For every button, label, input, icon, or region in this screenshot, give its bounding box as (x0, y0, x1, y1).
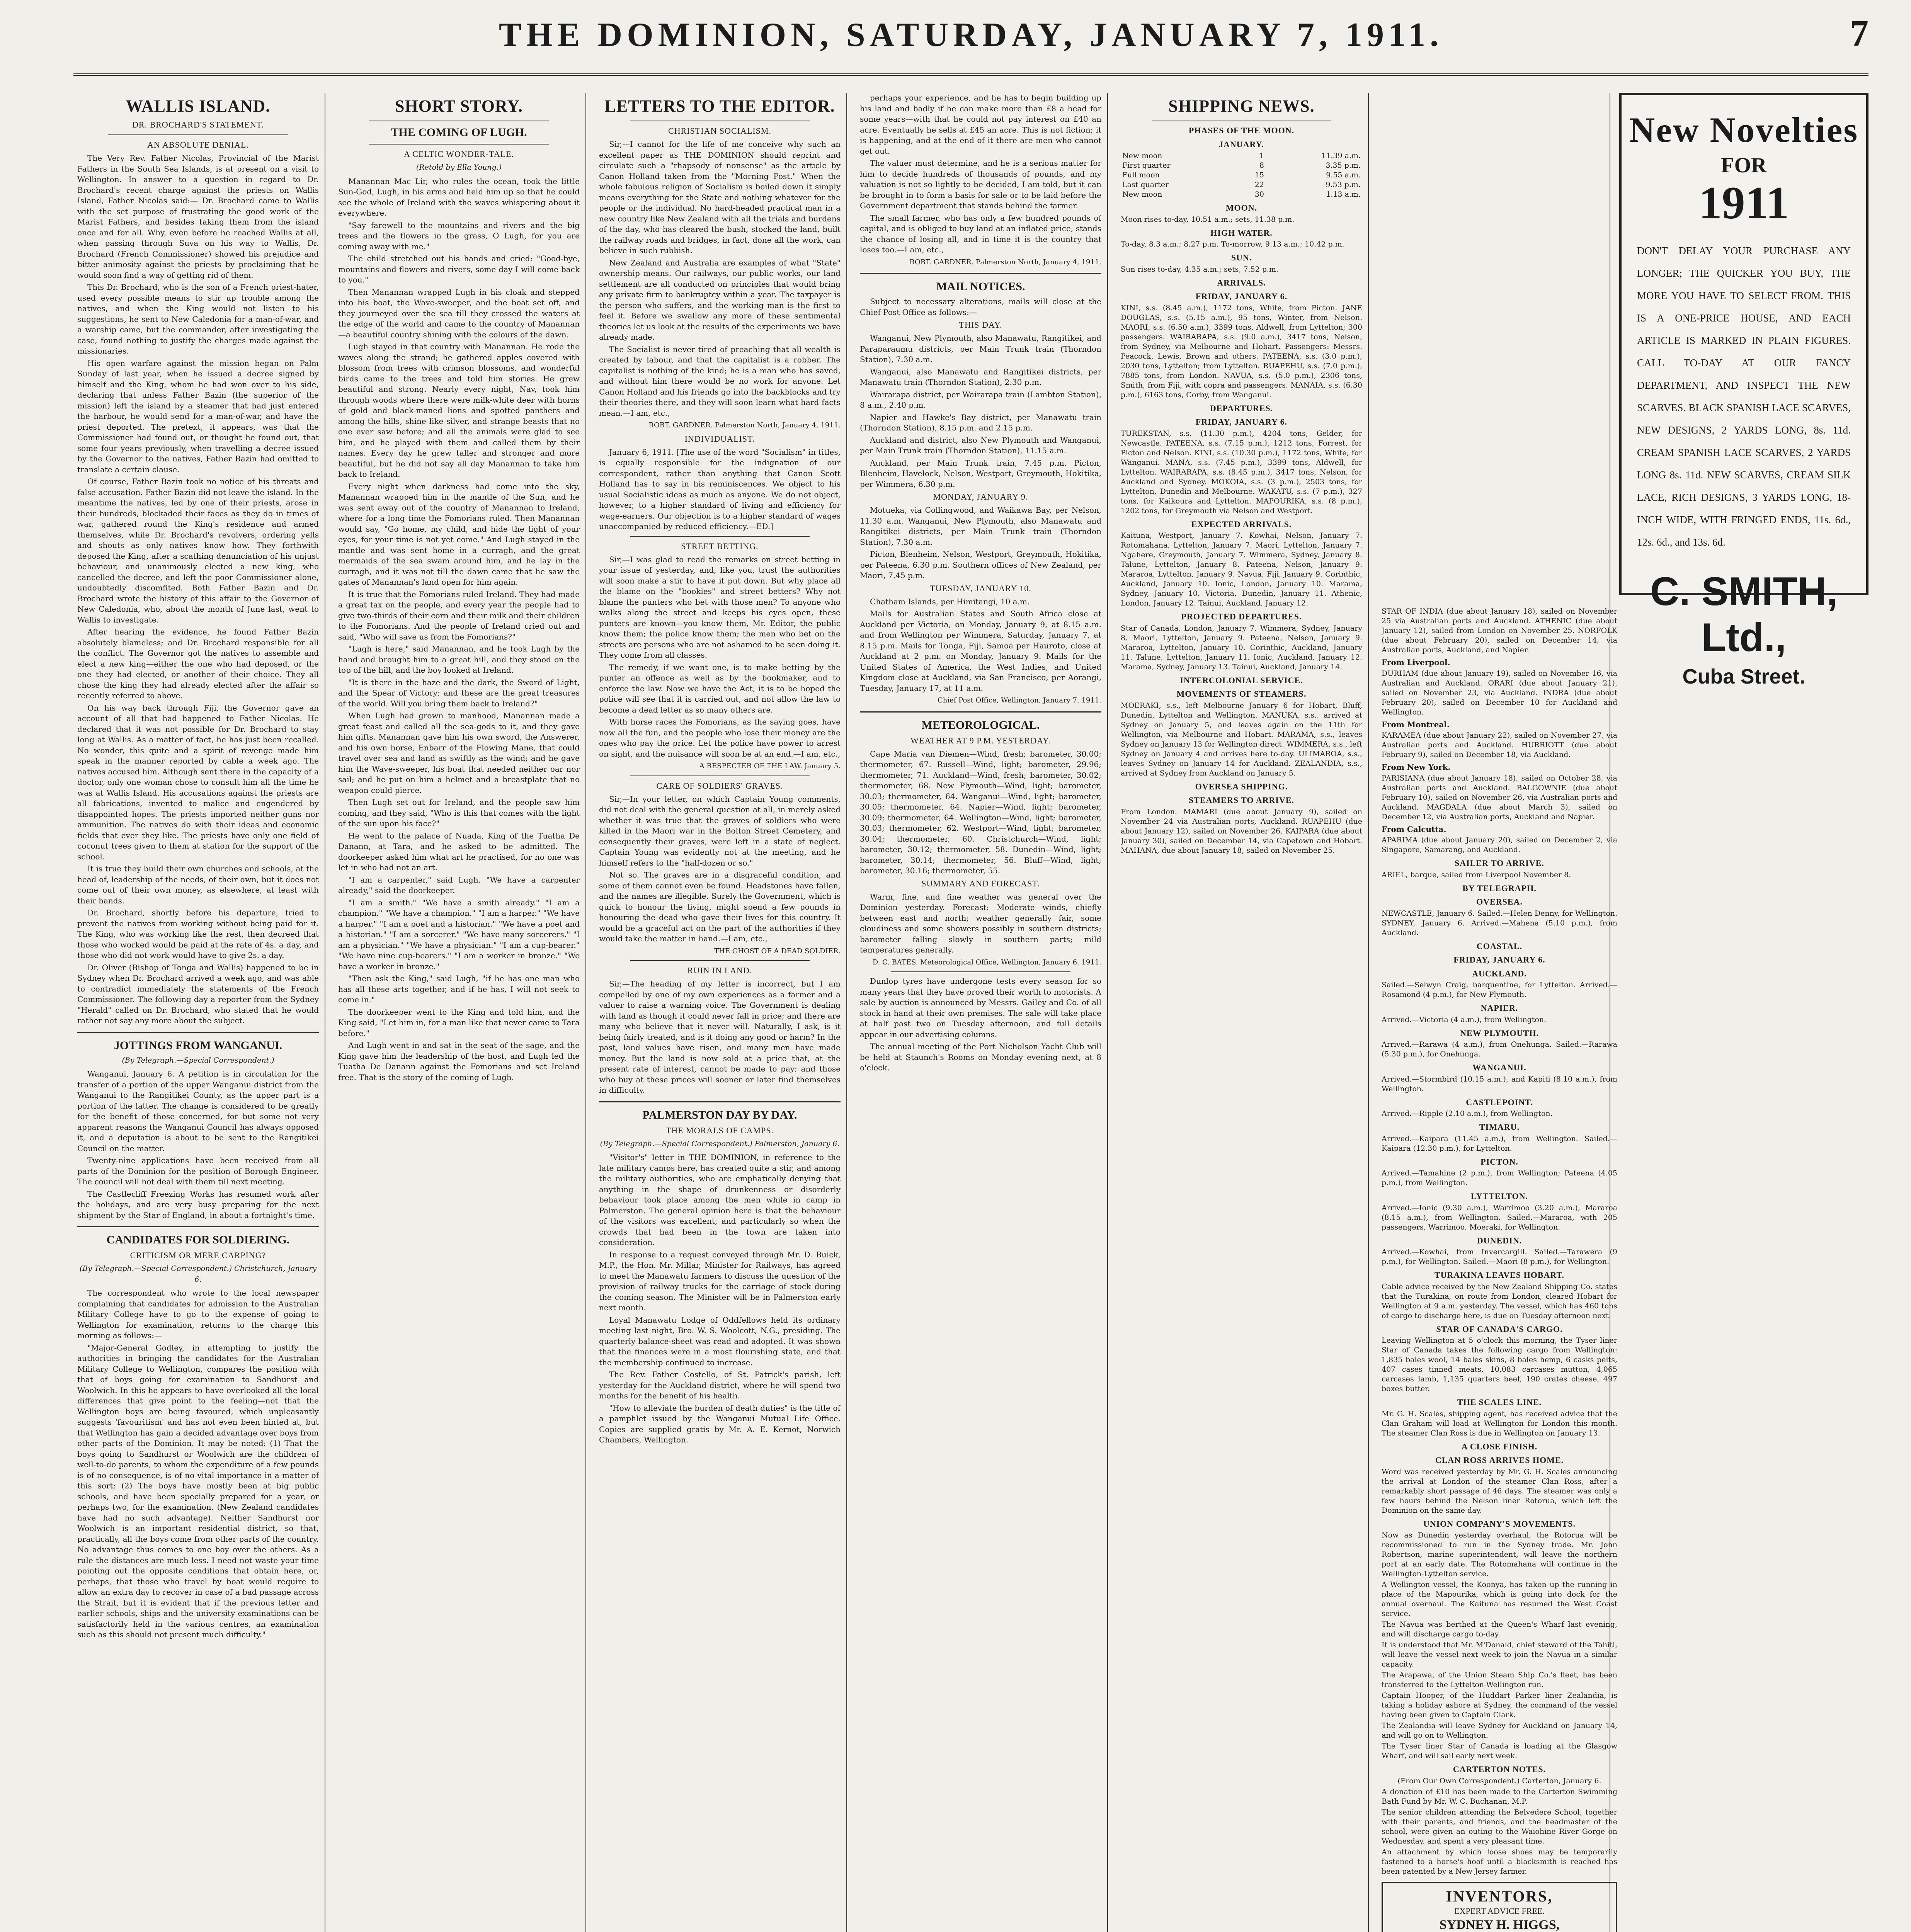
shipping-text: Arrived.—Rarawa (4 a.m.), from Onehunga. Sailed.—Rarawa (5.30 p.m.), for Onehunga. (1382, 1040, 1617, 1058)
shipping-text: A Wellington vessel, the Koonya, has taken up the running in place of the Mapourika, which is going into dock for the annual overhaul. The Kaituna has resumed the West Coast service. (1382, 1580, 1617, 1618)
article-paragraph: The Castlecliff Freezing Works has resumed work after the holidays, and are very busy preparing for the next shipment by the Star of England, in about a fortnight's time. (77, 1189, 319, 1220)
notice-paragraph: Picton, Blenheim, Nelson, Westport, Greymouth, Hokitika, per Pateena, 6.30 p.m. Southern offices of New Zealand, per Maori, 7.45 p.m. (860, 549, 1101, 580)
notice-signature: Chief Post Office, Wellington, January 7, 1911. (937, 696, 1101, 704)
article-paragraph: "Major-General Godley, in attempting to justify the authorities in bringing the candidates for the Australian Military College to Wellington, compares the position with that of boys going for examination to Sandhurst and Woolwich. In this he appears to have overlooked all the local differences that give point to the feeling—not that the Wellington boys are being favoured, which unpleasantly suggests 'favouritism' and has not even been hinted at, but that Wellington has gain a decided advantage over boys from other parts of the Dominion. It may be noted: (1) That the boys going to Sandhurst or Woolwich are the children of well-to-do parents, to whom the expenditure of a few pounds is of no consequence, is of no vital importance in a matter of this sort; (2) The boys have mostly been at big public schools, and have been specially prepared for a year, or perhaps two, for the examination. (New Zealand candidates have had no such advantage). Neither Sandhurst nor Woolwich is an important residential district, so that, practically, all the boys come from other parts of the country. No advantage thus comes to one boy over the others. As a rule the distances are much less. I need not waste your time pointing out the opposite conditions that obtain here, or, perhaps, that those who travel by boat would require to allow an extra day to recover in case of a bad passage across the Strait, but it is evident that if the previous letter and earlier schools, ships and the university examinations can be satisfactorily held in the various centres, an examination such as this should not present much difficulty." (77, 1343, 319, 1639)
story-paragraph: "Then ask the King," said Lugh, "if he has one man who has all these arts together, and if he has, I will not seek to come in." (338, 974, 580, 1004)
moon-phase-row (1121, 170, 1362, 180)
story-paragraph: Manannan Mac Lir, who rules the ocean, took the little Sun-God, Lugh, in his arms and held him up so that he could see the whole of Ireland with the waves whispering about it everywhere. (338, 176, 580, 218)
article-paragraph: In response to a request conveyed through Mr. D. Buick, M.P., the Hon. Mr. Millar, Minister for Railways, has agreed to meet the Manawatu farmers to discuss the question of the provision of railway trucks for the carriage of stock during the coming season. The Minister will be in Palmerston early next month. (599, 1250, 841, 1312)
moon-phase-cell: 9.53 p.m. (1326, 180, 1361, 189)
moon-phase-cell: Last quarter (1122, 180, 1169, 189)
letter-paragraph: The valuer must determine, and he is a serious matter for him to decide hundreds of thousands of pounds, and my valuation is not so lightly to be decided, I am told, but it can be brought in to form a basis for sale or to be laid before the Government department that stands behind the farmer. (860, 158, 1101, 210)
column-rule (1107, 93, 1108, 1932)
column-5-shipping (1121, 93, 1362, 1932)
section-title: STEAMERS TO ARRIVE. (1188, 795, 1295, 805)
section-title: THE SCALES LINE. (1457, 1397, 1542, 1407)
section-title: HIGH WATER. (1210, 228, 1273, 238)
shipping-text: DURHAM (due about January 19), sailed on November 16, via Australian and Auckland. ORARI (due about January 21), sailed on November 23, via Auckland. INDRA (due about February 20), sailed on December 10 for Auckland and Wellington. (1382, 669, 1617, 716)
port-name: NAPIER. (1480, 1003, 1518, 1013)
article-paragraph: Twenty-nine applications have been received from all parts of the Dominion for the position of Borough Engineer. The council will not deal with them till next meeting. (77, 1156, 319, 1186)
weather-paragraph: Warm, fine, and fine weather was general over the Dominion yesterday. Forecast: Moderate winds, chiefly between east and north; weather generally fair, some cloudiness and some showers possibly in southern districts; barometer falling slowly in southern parts; mild temperatures generally. (860, 892, 1101, 954)
port-name: AUCKLAND. (1472, 968, 1527, 978)
byline: (From Our Own Correspondent.) Carterton, January 6. (1397, 1776, 1601, 1785)
shipping-text: Arrived.—Ionic (9.30 a.m.), Warrimoo (3.20 a.m.), Mararoa (8.15 a.m.), from Wellington. Sailed.—Mararoa, with 205 passengers, Warrimoo, Moeraki, for Wellington. (1382, 1203, 1617, 1231)
section-title: BY TELEGRAPH. (1462, 883, 1537, 893)
moon-phase-cell: 3.35 p.m. (1326, 161, 1361, 170)
port-name: TIMARU. (1479, 1122, 1520, 1132)
story-paragraph: Lugh stayed in that country with Manannan. He rode the waves along the strand; he gathered apples covered with blossom from trees with crimson blossoms, and wonderful birds came to the trees and told him stories. He grew beautiful and strong. Nearly every night, Nav, took him through woods where there were milk-white deer with horns of gold and black-maned lions and spotted panthers and among the hills, shine like silver, and strange beasts that no one ever saw before; and all the animals were glad to see him, and he played with them and called them by their names. Every day he grew taller and stronger and more beautiful, but he did not say all day Manannan to take him back to Ireland. (338, 342, 580, 479)
letter-signature: A RESPECTER OF THE LAW. January 5. (699, 762, 841, 770)
ad-headline: 1911 (1698, 177, 1789, 228)
section-date: FRIDAY, JANUARY 6. (1195, 291, 1288, 301)
shipping-text: ARIEL, barque, sailed from Liverpool November 8. (1382, 870, 1571, 879)
shipping-text: Leaving Wellington at 5 o'clock this morning, the Tyser liner Star of Canada takes the following cargo from Wellington: 1,835 bales wool, 14 bales skins, 8 bales hemp, 6 casks pelts, 407 cases tinned meats, 10,083 carcases mutton, 4,065 carcases lamb, 1,135 quarters beef, 190 crates cheese, 497 boxes butter. (1382, 1336, 1617, 1393)
byline: (Retold by Ella Young.) (416, 163, 502, 172)
subheadline: CARE OF SOLDIERS' GRAVES. (656, 781, 783, 791)
headline-jottings-wanganui: JOTTINGS FROM WANGANUI. (114, 1039, 282, 1052)
article-paragraph: Of course, Father Bazin took no notice of his threats and false accusation. Father Bazin did not leave the island. In the meantime the natives, led by one of their priests, arose in their hundreds, blockaded their faces as they do in times of war, gathered round the King's residence and armed themselves, while Dr. Brochard's revolvers, ordering yells and shouts as only natives know how. They forthwith deposed the King, after a scathing denunciation of his unjust behaviour, and unanimously elected a new king, who cancelled the decree, and left the poor Commissioner alone, undoubtedly discomfited. Both Father Bazin and Dr. Brochard wrote the history of this affair to the Governor of New Caledonia, who, about the month of June last, went to Wallis to investigate. (77, 477, 319, 624)
ad-body: DON'T DELAY YOUR PURCHASE ANY LONGER; THE QUICKER YOU BUY, THE MORE YOU HAVE TO SELECT FROM. THIS IS A ONE-PRICE HOUSE, AND EACH ARTICLE IS MARKED IN PLAIN FIGURES. CALL TO-DAY AT OUR FANCY DEPARTMENT, AND INSPECT THE NEW SCARVES. BLACK SPANISH LACE SCARVES, NEW DESIGNS, 2 YARDS LONG, 8s. 11d. CREAM SPANISH LACE SCARVES, 2 YARDS LONG 8s. 11d. NEW SCARVES, CREAM SILK LACE, RICH DESIGNS, 3 YARDS LONG, 18-INCH WIDE, WITH FRINGED ENDS, 11s. 6d., 12s. 6d., and 13s. 6d. (1637, 245, 1851, 548)
section-title: OVERSEA SHIPPING. (1195, 781, 1288, 791)
port-name: LYTTELTON. (1471, 1191, 1528, 1201)
story-paragraph: Then Lugh set out for Ireland, and the people saw him coming, and they said, "Who is this that comes with the light of the sun upon his face?" (338, 798, 580, 828)
notice-paragraph: Auckland, per Main Trunk train, 7.45 p.m. Picton, Blenheim, Havelock, Nelson, Westport, Greymouth, Hokitika, per Wimmera, 6.30 p.m. (860, 458, 1101, 489)
headline-wallis-island: WALLIS ISLAND. (126, 97, 271, 116)
column-4 (860, 93, 1101, 1932)
moon-phase-row (1121, 151, 1362, 161)
section-date: FRIDAY, JANUARY 6. (1453, 955, 1545, 964)
story-paragraph: "I am a smith." "We have a smith already." "I am a champion." "We have a champion." "I am a harper." "We have a harper." "I am a poet and a historian." "We have a poet and a historian." "I am a sorcerer." "We have many sorcerers." "I am a physician." "We have a physician." "I am a cup-bearer." "We have nine cup-bearers." "I am a worker in bronze." "We have a worker in bronze." (338, 898, 580, 971)
ad-text: EXPERT ADVICE FREE. (1454, 1906, 1545, 1916)
article-paragraph: The annual meeting of the Port Nicholson Yacht Club will be held at Staunch's Rooms on Monday evening next, at 8 o'clock. (860, 1042, 1101, 1072)
moon-phase-cell: New moon (1122, 151, 1162, 160)
shipping-text: KARAMEA (due about January 22), sailed on November 27, via Australian ports and Auckland. HURRIOTT (due about February 9), sailed on December 18, via Auckland. (1382, 731, 1617, 759)
story-paragraph: "Say farewell to the mountains and rivers and the big trees and the flowers in the grass, O Lugh, for you are coming away with me." (338, 220, 580, 251)
article-paragraph: The Very Rev. Father Nicolas, Provincial of the Marist Fathers in the South Sea Islands, is at present on a visit to Wellington. In answer to a question in regard to Dr. Brochard's recent charge against the priests on Wallis Island, Father Nicolas said:— Dr. Brochard came to Wallis with the set purpose of frustrating the good work of the Marist Fathers, and besides taking them from the island once and for all. Why, even before he reached Wallis at all, when passing through Suva on his way to Wallis, Dr. Brochard (French Commissioner) showed his prejudice and bitter animosity against the priests by proclaiming that he would soon find a way of getting rid of them. (77, 153, 319, 280)
notice-paragraph: Motueka, via Collingwood, and Waikawa Bay, per Nelson, 11.30 a.m. Wanganui, New Plymouth, also Manawatu and Rangitikei districts, per Main Trunk train (Thorndon Station), 7.30 a.m. (860, 505, 1101, 547)
story-paragraph: The child stretched out his hands and cried: "Good-bye, mountains and flowers and rivers, some day I will come back to you." (338, 254, 580, 284)
section-title: COASTAL. (1476, 941, 1523, 951)
article-paragraph: It is true they build their own churches and schools, at the head of, leadership of the needs, of their own, but it does not come out of their own money, as elsewhere, at least with their hands. (77, 864, 319, 905)
port-name: DUNEDIN. (1477, 1235, 1522, 1245)
shipping-text: Mr. G. H. Scales, shipping agent, has received advice that the Clan Graham will load at Wellington for London this month. The steamer Clan Ross is due in Wellington on January 13. (1382, 1409, 1617, 1437)
shipping-text: Captain Hooper, of the Huddart Parker liner Zealandia, is taking a holiday ashore at Sydney, the command of the vessel having been given to Captain Clark. (1382, 1691, 1617, 1719)
section-label: From Montreal. (1382, 719, 1450, 729)
subheadline: A CELTIC WONDER-TALE. (403, 149, 514, 159)
ad-firm-name: C. SMITH, Ltd., (1650, 569, 1838, 660)
subheadline: MONDAY, JANUARY 9. (933, 492, 1028, 502)
story-title: THE COMING OF LUGH. (391, 126, 527, 139)
moon-phase-cell: 11.39 a.m. (1321, 151, 1361, 160)
column-3 (599, 93, 841, 1932)
letter-paragraph: Sir,—I was glad to read the remarks on street betting in your issue of yesterday, and, like you, trust the authorities will soon make a stir to have it put down. But why place all the blame on the "bookies" and street betters? Why not blame the punters who bet with those men? To anyone who walks along the street and keeps his eyes open, these punters are known—you know them, Mr. Editor, the public know them; the police know them; the men who bet on the streets are persons who are not ashamed to be seen doing it. They come from all classes. (599, 554, 841, 660)
ad-headline: INVENTORS, (1446, 1887, 1553, 1905)
story-paragraph: He went to the palace of Nuada, King of the Tuatha De Danann, at Tara, and he asked to be admitted. The doorkeeper asked him what art he practised, for no one was let in who had not an art. (338, 831, 580, 872)
headline-meteorological: METEOROLOGICAL. (921, 718, 1040, 731)
masthead (73, 0, 1868, 76)
weather-signature: D. C. BATES. Meteorological Office, Wellington, January 6, 1911. (872, 958, 1101, 966)
moon-phase-row (1121, 190, 1362, 199)
port-name: NEW PLYMOUTH. (1460, 1028, 1539, 1038)
shipping-text: Cable advice received by the New Zealand Shipping Co. states that the Turakina, on route from London, cleared Hobart for Wellington at 9 a.m. yesterday. The vessel, which has 460 tons of cargo to discharge here, is due on Tuesday afternoon next. (1382, 1282, 1617, 1320)
letter-paragraph: New Zealand and Australia are examples of what "State" ownership means. Our railways, our public works, our land settlement are all conducted on principles that would bring any private firm to bankruptcy within a year. The taxpayer is the person who suffers, and the working man is the first to feel it. Before we swallow any more of these sentimental theories let us look at the results of the experiments we have already made. (599, 258, 841, 342)
article-paragraph: Dr. Oliver (Bishop of Tonga and Wallis) happened to be in Sydney when Dr. Brochard arrived a week ago, and was able to contradict immediately the statements of the French Commissioner. The following day a reporter from the Sydney "Herald" called on Dr. Brochard, who stated that he would rather not say any more about the subject. (77, 963, 319, 1025)
column-rule (585, 93, 586, 1932)
page-number: 7 (1850, 12, 1868, 54)
section-title: PROJECTED DEPARTURES. (1181, 612, 1302, 621)
section-title: UNION COMPANY'S MOVEMENTS. (1423, 1519, 1576, 1529)
column-1 (77, 93, 319, 1932)
shipping-text: KINI, s.s. (8.45 a.m.), 1172 tons, White, from Picton. JANE DOUGLAS, s.s. (5.15 a.m.), 95 tons, Winter, from Nelson. MAORI, s.s. (6.50 a.m.), 3399 tons, Aldwell, from Lyttelton; 300 passengers. WAIRARAPA, s.s. (9.0 a.m.), 3417 tons, Nelson, from Sydney, via Melbourne and Hobart. Passengers: Messrs. Peacock, Lewis, Brown and others. PATEENA, s.s. (3.0 p.m.), 2030 tons, Lyttelton; from Lyttelton. RUAPEHU, s.s. (7.0 p.m.), 7885 tons, from London. NAVUA, s.s. (5.0 p.m.), 2306 tons, Smith, from Fiji, with copra and passengers. MANAIA, s.s. (6.30 p.m.), 6163 tons, Corby, from Wanganui. (1121, 303, 1362, 399)
notice-paragraph: Wanganui, also Manawatu and Rangitikei districts, per Manawatu train (Thorndon Station), 2.30 p.m. (860, 367, 1101, 387)
notice-paragraph: Mails for Australian States and South Africa close at Auckland per Victoria, on Monday, January 9, at 8.15 a.m. and from Wellington per Wimmera, Saturday, January 7, at 8.15 p.m. Mails for Tonga, Fiji, Samoa per Hauroto, close at Auckland at 2 p.m. on Monday, January 9. Mails for the United States of America, the West Indies, and United Kingdom close at Auckland, via San Francisco, per Aorangi, Tuesday, January 17, at 11 a.m. (860, 609, 1101, 693)
article-paragraph: The correspondent who wrote to the local newspaper complaining that candidates for admission to the Australian Military College have to go to the expense of going to Wellington for examination, returns to the charge this morning as follows:— (77, 1288, 319, 1340)
notice-paragraph: Subject to necessary alterations, mails will close at the Chief Post Office as follows:— (860, 297, 1101, 317)
shipping-text: Arrived.—Stormbird (10.15 a.m.), and Kapiti (8.10 a.m.), from Wellington. (1382, 1075, 1617, 1093)
story-paragraph: The doorkeeper went to the King and told him, and the King said, "Let him in, for a man like that never came to Tara before." (338, 1007, 580, 1038)
section-title: EXPECTED ARRIVALS. (1191, 519, 1292, 529)
shipping-text: Now as Dunedin yesterday overhaul, the Rotorua will be recommissioned to run in the Sydney trade. Mr. John Robertson, marine superintendent, will leave the northern port at an early date. The Rotomahana will continue in the Wellington-Lyttelton service. (1382, 1531, 1617, 1578)
subheadline: THE MORALS OF CAMPS. (665, 1125, 774, 1135)
letter-paragraph: January 6, 1911. [The use of the word "Socialism" in titles, is equally responsible for the indignation of our correspondent, rather than anything that Canon Scott Holland has to say in his reminiscences. We object to his usual Socialistic ideas as much as anyone. We do not object, however, to a higher standard of living and efficiency for wage-earners. Our objection is to a higher standard of wages unaccompanied by reduced efficiency.—ED.] (599, 447, 841, 531)
moon-phase-cell: 22 (1254, 180, 1264, 189)
moon-phase-cell: New moon (1122, 190, 1162, 199)
notice-paragraph: Wairarapa district, per Wairarapa train (Lambton Station), 8 a.m., 2.40 p.m. (860, 389, 1101, 410)
ad-headline: New Novelties (1629, 110, 1859, 150)
shipping-text: MOERAKI, s.s., left Melbourne January 6 for Hobart, Bluff, Dunedin, Lyttelton and Wellington. MANUKA, s.s., arrived at Sydney on January 5, and leaves again on the 11th for Wellington, via Melbourne and Hobart. MARAMA, s.s., leaves Sydney on January 13 for Wellington direct. WIMMERA, s.s., left Sydney on January 4 and arrives here to-day. ULIMAROA, s.s., leaves Sydney on January 14 for Auckland. ZEALANDIA, s.s., arrived at Sydney from Auckland on January 5. (1121, 701, 1362, 777)
moon-phase-row (1121, 161, 1362, 170)
moon-phase-cell: 15 (1254, 171, 1264, 179)
letter-signature: ROBT. GARDNER. Palmerston North, January 4, 1911. (909, 258, 1101, 266)
ad-firm-name: SYDNEY H. HIGGS, (1439, 1917, 1560, 1932)
shipping-text: Arrived.—Kaipara (11.45 a.m.), from Wellington. Sailed.—Kaipara (12.30 p.m.), for Lyttelton. (1382, 1134, 1617, 1153)
moon-phase-cell: Full moon (1122, 171, 1160, 179)
headline-short-story: SHORT STORY. (395, 97, 523, 116)
ad-headline: FOR (1721, 153, 1767, 177)
story-paragraph: It is true that the Fomorians ruled Ireland. They had made a great tax on the people, and every year the people had to give two-thirds of their corn and their milk and their children to the Fomorians. And the people of Ireland cried out and said, "Who will save us from the Fomorians?" (338, 589, 580, 641)
shipping-text: Moon rises to-day, 10.51 a.m.; sets, 11.38 p.m. (1121, 215, 1295, 224)
column-6-shipping-continued (1382, 607, 1868, 1932)
section-title: OVERSEA. (1476, 897, 1523, 906)
story-paragraph: "Lugh is here," said Manannan, and he took Lugh by the hand and brought him to a great hill, and they stood on the top of the hill, and the boy looked at Ireland. (338, 644, 580, 675)
shipping-text: Arrived.—Tamahine (2 p.m.), from Wellington; Pateena (4.05 p.m.), from Wellington. (1382, 1169, 1617, 1187)
column-rule (846, 93, 847, 1932)
letter-paragraph: With horse races the Fomorians, as the saying goes, have now all the fun, and the people who lose their money are the ones who pay the price. Let the police have power to arrest on sight, and the nuisance will soon be at an end.—I am, etc., (599, 717, 841, 759)
section-title: PHASES OF THE MOON. (1188, 126, 1295, 135)
letter-signature: ROBT. GARDNER. Palmerston North, January 4, 1911. (648, 421, 841, 429)
shipping-text: Arrived.—Kowhai, from Invercargill. Sailed.—Tarawera (9 p.m.), for Wellington. Sailed.—Maori (8 p.m.), for Wellington. (1382, 1248, 1617, 1266)
subheadline: INDIVIDUALIST. (684, 434, 755, 444)
shipping-text: NEWCASTLE, January 6. Sailed.—Helen Denny, for Wellington. SYDNEY, January 6. Arrived.—Mahena (5.10 p.m.), from Auckland. (1382, 909, 1617, 937)
letter-paragraph: The small farmer, who has only a few hundred pounds of capital, and is obliged to buy land at an inflated price, stands the chance of losing all, and in time it is the country that loses too.—I am, etc., (860, 213, 1101, 254)
shipping-text: A donation of £10 has been made to the Carterton Swimming Bath Fund by Mr. W. C. Buchanan, M.P. (1382, 1787, 1617, 1806)
article-paragraph: Wanganui, January 6. A petition is in circulation for the transfer of a portion of the upper Wanganui district from the Wanganui to the Rangitikei County, as the upper part is a portion of the latter. The change is considered to be greatly for the benefit of those concerned, for but some not very apparent reasons the Wanganui Council has always opposed it, and a deputation is about to be sent to the Rangitikei Council on the matter. (77, 1069, 319, 1153)
subheadline: CHRISTIAN SOCIALISM. (668, 126, 771, 136)
letter-paragraph: perhaps your experience, and he has to begin building up his land and badly if he can make more than £8 a head for some years—with that he could not pay interest on £40 an acre. Eventually he sells at £45 an acre. This is not fiction; it is happening, and at the end of it there are men who cannot get out. (860, 93, 1101, 156)
article-paragraph: This Dr. Brochard, who is the son of a French priest-hater, used every possible means to stir up trouble among the natives, and when the King would not listen to his suggestions, he sent to New Caledonia for a man-of-war, and a warship came, but the commander, after investigating the case, found nothing to justify the charges made against the missionaries. (77, 282, 319, 355)
notice-paragraph: Wanganui, New Plymouth, also Manawatu, Rangitikei, and Paraparaumu districts, per Main Trunk train (Thorndon Station), 7.30 a.m. (860, 333, 1101, 364)
story-paragraph: Then Manannan wrapped Lugh in his cloak and stepped into his boat, the Wave-sweeper, and the boat set off, and they journeyed over the sea till they crossed the waters at the edge of the world and came to the country of Manannan—a beautiful country shining with the colours of the dawn. (338, 287, 580, 339)
headline-candidates-soldiering: CANDIDATES FOR SOLDIERING. (106, 1233, 290, 1246)
section-label: From Liverpool. (1382, 658, 1450, 667)
section-title: A CLOSE FINISH. (1461, 1441, 1538, 1451)
headline-palmerston: PALMERSTON DAY BY DAY. (642, 1108, 797, 1121)
subheadline: SUMMARY AND FORECAST. (921, 878, 1040, 888)
article-paragraph: "How to alleviate the burden of death duties" is the title of a pamphlet issued by the Wanganui Mutual Life Office. Copies are supplied gratis by Mr. A. E. Kernot, Norwich Chambers, Wellington. (599, 1403, 841, 1444)
port-name: CASTLEPOINT. (1466, 1097, 1533, 1107)
moon-phase-cell: 30 (1254, 190, 1264, 199)
shipping-text: The Zealandia will leave Sydney for Auckland on January 14, and will go on to Wellington. (1382, 1721, 1617, 1740)
letter-paragraph: Not so. The graves are in a disgraceful condition, and some of them cannot even be found. Headstones have fallen, and the names are illegible. Surely the Government, which is quick to honour the living, might spend a few pounds in honouring the dead who gave their lives for this country. It would be a graceful act on the part of the authorities if they would take the matter in hand.—I am, etc., (599, 870, 841, 943)
shipping-text: To-day, 8.3 a.m.; 8.27 p.m. To-morrow, 9.13 a.m.; 10.42 p.m. (1121, 240, 1344, 248)
weather-paragraph: Cape Maria van Diemen—Wind, fresh; barometer, 30.00; thermometer, 67. Russell—Wind, light; barometer, 29.96; thermometer, 71. Auckland—Wind, fresh; barometer, 30.02; thermometer, 68. New Plymouth—Wind, light; barometer, 30.03; thermometer, 64. Wanganui—Wind, light; barometer, 30.05; thermometer, 64. Napier—Wind, light; barometer, 30.09; thermometer, 64. Wellington—Wind, light; barometer, 30.03; thermometer, 62. Westport—Wind, light; barometer, 30.04; thermometer, 60. Christchurch—Wind, light; barometer, 30.12; thermometer, 58. Dunedin—Wind, light; barometer, 30.14; thermometer, 56. Bluff—Wind, light; barometer, 30.16; thermometer, 55. (860, 749, 1101, 875)
subheadline: CRITICISM OR MERE CARPING? (130, 1250, 266, 1260)
section-title: ARRIVALS. (1217, 277, 1266, 287)
subheadline: TUESDAY, JANUARY 10. (930, 583, 1031, 593)
moon-phase-cell: 1 (1259, 151, 1264, 160)
section-title: DEPARTURES. (1210, 403, 1273, 413)
moon-phase-cell: First quarter (1122, 161, 1171, 170)
shipping-text: TUREKSTAN, s.s. (11.30 p.m.), 4204 tons, Gelder, for Newcastle. PATEENA, s.s. (7.15 p.m.), 1212 tons, Forrest, for Picton and Nelson. KINI, s.s. (10.30 p.m.), 1172 tons, White, for Wanganui. MANA, s.s. (7.45 p.m.), 3399 tons, Aldwell, for Lyttelton. WAIRARAPA, s.s. (8.45 p.m.), 3417 tons, Nelson, for Auckland and Sydney. MOKOIA, s.s. (3 p.m.), 2503 tons, for Lyttelton, Dunedin and Melbourne. WAKATU, s.s. (7 p.m.), 327 tons, for Kaikoura and Lyttelton. MAPOURIKA, s.s. (8 p.m.), 1202 tons, for Greymouth via Nelson and Westport. (1121, 429, 1362, 515)
notice-paragraph: Napier and Hawke's Bay district, per Manawatu train (Thorndon Station), 8.15 p.m. and 2.15 p.m. (860, 412, 1101, 432)
subheadline: AN ABSOLUTE DENIAL. (147, 140, 249, 150)
subheadline: THIS DAY. (959, 320, 1002, 330)
shipping-text: The Navua was berthed at the Queen's Wharf last evening, and will discharge cargo to-day. (1382, 1620, 1617, 1638)
subheadline: RUIN IN LAND. (687, 966, 752, 975)
shipping-text: From London. MAMARI (due about January 9), sailed on November 24 via Australian ports, Auckland. RUAPEHU (due about January 12), sailed on November 26. KAIPARA (due about January 30), sailed on December 14, via Capetown and Hobart. MAHANA, due about January 18, sailed on November 25. (1121, 807, 1362, 855)
shipping-text: Arrived.—Ripple (2.10 a.m.), from Wellington. (1382, 1109, 1553, 1118)
letter-paragraph: The remedy, if we want one, is to make betting by the punter an offence as well as by the bookmaker, and to enforce the law. Now we have the Act, it is to be hoped the police will see that it is carried out, and not allow the law to become a dead letter as so many others are. (599, 662, 841, 714)
section-title: TURAKINA LEAVES HOBART. (1434, 1270, 1565, 1280)
story-paragraph: Every night when darkness had come into the sky, Manannan wrapped him in the mantle of the Sun, and he was sent away out of the country of Manannan to Ireland, where for a long time the Fomorians ruled. Then Manannan would say, "Go home, my child, and hide the light of your eyes, for your time is not yet come." And Lugh stayed in the mantle and was sent home in a curragh, and the great mermaids of the sea swam around him, and he lay in the curragh, and it was not till the dawn came that he saw the gates of Manannan's land open for him again. (338, 481, 580, 587)
section-title: INTERCOLONIAL SERVICE. (1180, 675, 1303, 685)
story-paragraph: When Lugh had grown to manhood, Manannan made a great feast and called all the sea-gods to it, and they gave him gifts. Manannan gave him his own sword, the Answerer, and his own horse, Enbarr of the Flowing Mane, that could travel over sea and land as swiftly as the wind; and he gave him the Wave-sweeper, his boat that needed neither oar nor sail; and he put on him a helmet and a breastplate that no weapon could pierce. (338, 711, 580, 795)
shipping-text: PARISIANA (due about January 18), sailed on October 28, via Australian ports and Auckland. BALGOWNIE (due about February 10), sailed on November 26, via Australian ports and Auckland. MAGDALA (due about March 3), sailed on December 12, via Australian ports, Auckland and Napier. (1382, 774, 1617, 821)
headline-shipping-news: SHIPPING NEWS. (1168, 97, 1315, 116)
port-name: PICTON. (1480, 1156, 1518, 1167)
section-title: SUN. (1231, 253, 1252, 262)
article-paragraph: On his way back through Fiji, the Governor gave an account of all that had happened to Father Nicolas. He declared that it was not possible for Dr. Brochard to stay long at Wallis. As a matter of fact, he has just been recalled. No wonder, this quite and a spirit of revenge made him speak in the manner reported by cable a week ago. The natives accused him. Although sent there in the capacity of a doctor, only one woman chose to consult him all the time he was at Wallis Island. His accusations against the priests are all fabrications, invented to malice and engendered by disappointed hopes. The priests imported neither guns nor ammunition. The natives do with their ideas and economic fields that ever they like. The priests have only one field of coconut trees given to them at station for the support of the school. (77, 703, 319, 861)
section-title: STAR OF CANADA'S CARGO. (1436, 1324, 1563, 1334)
section-title: SAILER TO ARRIVE. (1455, 858, 1544, 868)
moon-phase-cell: 1.13 a.m. (1326, 190, 1361, 199)
subheadline: WEATHER AT 9 P.M. YESTERDAY. (910, 735, 1051, 745)
subheadline: STREET BETTING. (681, 541, 759, 551)
letter-paragraph: Sir,—In your letter, on which Captain Young comments, did not deal with the general question at all, in merely asked whether it was true that the graves of soldiers who were killed in the Maori war in the Bolton Street Cemetery, and consequently their graves, were left in a state of neglect. Captain Young was evidently not at the meeting, and he himself refers to the "half-dozen or so." (599, 794, 841, 867)
advertisement-inventors-higgs (1382, 1882, 1617, 1932)
shipping-text: Sun rises to-day, 4.35 a.m.; sets, 7.52 p.m. (1121, 265, 1279, 274)
shipping-text: Arrived.—Victoria (4 a.m.), from Wellington. (1382, 1015, 1547, 1024)
byline: (By Telegraph.—Special Correspondent.) Christchurch, January 6. (79, 1264, 317, 1284)
section-label: From Calcutta. (1382, 824, 1446, 834)
section-title: CARTERTON NOTES. (1453, 1764, 1546, 1774)
advertisement-new-novelties (1619, 93, 1868, 688)
shipping-text: An attachment by which loose shoes may be temporarily fastened to a horse's hoof until a blacksmith is reached has been patented by a New Jersey farmer. (1382, 1847, 1617, 1876)
shipping-text: STAR OF INDIA (due about January 18), sailed on November 25 via Australian ports and Auckland. ATHENIC (due about January 12), sailed from London on November 25. NORFOLK (due about February 20), sailed on December 14, via Australian ports, Auckland, and Napier. (1382, 607, 1617, 654)
shipping-text: It is understood that Mr. M'Donald, chief steward of the Tahiti, will leave the vessel next week to join the Navua in a similar capacity. (1382, 1641, 1617, 1668)
story-paragraph: And Lugh went in and sat in the seat of the sage, and the King gave him the leadership of the host, and Lugh led the Tuatha De Danann against the Fomorians and set Ireland free. That is the story of the coming of Lugh. (338, 1041, 580, 1082)
article-paragraph: "Visitor's" letter in THE DOMINION, in reference to the late military camps here, has created quite a stir, and among the military authorities, who are emphatically denying that anything in the shape of drunkenness or disorderly behaviour took place among the men while in camp in Palmerston. The general opinion here is that the behaviour of the visitors was excellent, and particularly so when the crowds that had been in the town are taken into consideration. (599, 1153, 841, 1247)
moon-phases-table (1121, 151, 1362, 199)
shipping-text: The Tyser liner Star of Canada is loading at the Glasgow Wharf, and will sail early next week. (1382, 1742, 1617, 1760)
article-paragraph: His open warfare against the mission began on Palm Sunday of last year, when he issued a decree signed by himself and the King, whom he had won over to his side, declaring that unless Father Bazin (the superior of the mission) left the island by a steamer that had just entered the harbour, he would send for a man-of-war, and have the priest deported. The pretext, it appears, was that the Commissioner had found out, or thought he found out, that some four years previously, when travelling a decree issued by the Governor to the natives, Father Bazin had omitted to translate a certain clause. (77, 358, 319, 474)
section-label: From New York. (1382, 762, 1451, 772)
byline: (By Telegraph.—Special Correspondent.) (122, 1056, 274, 1065)
shipping-text: Star of Canada, London, January 7. Wimmera, Sydney, January 8. Maori, Lyttelton, January 9. Pateena, Nelson, January 9. Mararoa, Lyttelton, January 10. Corinthic, Auckland, January 11. Talune, Lyttelton, January 11. Ionic, Auckland, January 12. Marama, Sydney, January 13. Tainui, Auckland, January 14. (1121, 624, 1362, 671)
ad-firm-address: Cuba Street. (1682, 665, 1805, 688)
story-paragraph: "It is there in the haze and the dark, the Sword of Light, and the Spear of Victory; and these are the great treasures of the world. Will you bring them back to Ireland?" (338, 677, 580, 708)
moon-phase-row (1121, 180, 1362, 190)
column-rule (1368, 93, 1369, 1932)
article-paragraph: Loyal Manawatu Lodge of Oddfellows held its ordinary meeting last night, Bro. W. S. Woolcott, N.G., presiding. The quarterly balance-sheet was read and adopted. It was shown that the finances were in a most flourishing state, and that the membership continued to increase. (599, 1315, 841, 1367)
notice-paragraph: Auckland and district, also New Plymouth and Wanganui, per Main Trunk train (Thorndon Station), 11.15 a.m. (860, 435, 1101, 455)
shipping-text: The Arapawa, of the Union Steam Ship Co.'s fleet, has been transferred to the Lyttelton-Wellington run. (1382, 1671, 1617, 1689)
headline-mail-notices: MAIL NOTICES. (936, 280, 1025, 293)
section-date: FRIDAY, JANUARY 6. (1195, 417, 1288, 427)
section-title: JANUARY. (1218, 139, 1264, 149)
section-title: CLAN ROSS ARRIVES HOME. (1435, 1455, 1564, 1465)
article-paragraph: Dr. Brochard, shortly before his departure, tried to prevent the natives from working without being paid for it. The King, who was working like the rest, then decreed that those who worked would be paid at the rate of 4s. a day, and those who did not work would have to give 2s. a day. (77, 908, 319, 960)
moon-phase-cell: 8 (1259, 161, 1264, 170)
subheadline: DR. BROCHARD'S STATEMENT. (132, 120, 264, 129)
shipping-text: Word was received yesterday by Mr. G. H. Scales announcing the arrival at London of the steamer Clan Ross, after a remarkably short passage of 46 days. The steamer was only a few hours behind the Nelson liner Rotorua, which left the Dominion on the same day. (1382, 1467, 1617, 1515)
section-title: MOVEMENTS OF STEAMERS. (1176, 689, 1307, 699)
shipping-text: Sailed.—Selwyn Craig, barquentine, for Lyttelton. Arrived.—Rosamond (4 p.m.), for New Plymouth. (1382, 981, 1617, 999)
article-paragraph: Dunlop tyres have undergone tests every season for so many years that they have proved their worth to motorists. A sale by auction is announced by Messrs. Gailey and Co. of all stock in hand at their own premises. The sale will take place at half past two on Tuesday afternoon, and full details appear in our advertising columns. (860, 976, 1101, 1039)
article-paragraph: The Rev. Father Costello, of St. Patrick's parish, left yesterday for the Auckland district, where he will spend two months for the benefit of his health. (599, 1370, 841, 1400)
letter-paragraph: Sir,—The heading of my letter is incorrect, but I am compelled by one of my own experiences as a farmer and a valuer to raise a warning voice. The Government is dealing with land as though it could never fall in price; and there are many who believe that it never will. Naturally, I ask, is it being fairly treated, and is it doing any good or harm? In the past, land values have risen, and many men have made money. But the land is now sold at a price that, at the present rate of interest, cannot be made to pay; and those who buy at these prices will sooner or later find themselves in difficulty. (599, 979, 841, 1095)
notice-paragraph: Chatham Islands, per Himitangi, 10 a.m. (870, 597, 1030, 606)
letter-paragraph: The Socialist is never tired of preaching that all wealth is created by labour, and that the capitalist is a robber. The capitalist is nothing of the kind; he is a man who has saved, and without him there would be no work for anyone. Let Canon Holland and his friends go into the backblocks and try their theories there, and they will soon learn what hard facts mean.—I am, etc., (599, 344, 841, 418)
byline: (By Telegraph.—Special Correspondent.) Palmerston, January 6. (600, 1139, 840, 1148)
moon-phase-cell: 9.55 a.m. (1326, 171, 1361, 179)
shipping-text: Kaituna, Westport, January 7. Kowhai, Nelson, January 7. Rotomahana, Lyttelton, January 7. Maori, Lyttelton, January 7. Ngahere, Greymouth, January 7. Wimmera, Sydney, January 8. Talune, Lyttelton, January 8. Pateena, Nelson, January 9. Mararoa, Lyttelton, January 9. Navua, Fiji, January 9. Corinthic, Auckland, January 10. Ionic, London, January 10. Marama, Sydney, January 10. Victoria, Dunedin, January 11. Athenic, London, January 12. Tainui, Auckland, January 12. (1121, 531, 1362, 607)
port-name: WANGANUI. (1472, 1063, 1526, 1072)
section-title: MOON. (1225, 203, 1258, 213)
column-2 (338, 93, 580, 1932)
headline-letters-to-editor: LETTERS TO THE EDITOR. (604, 97, 835, 116)
article-paragraph: After hearing the evidence, he found Father Bazin absolutely blameless; and Dr. Brochard responsible for all the conflict. The Governor got the natives to assemble and elect a new king—either the one who had deposed, or the one they had elected, or another of their choice. They all chose the king they had already elected after the affair so recently referred to above. (77, 627, 319, 700)
story-paragraph: "I am a carpenter," said Lugh. "We have a carpenter already," said the doorkeeper. (338, 875, 580, 895)
letter-signature: THE GHOST OF A DEAD SOLDIER. (714, 947, 841, 955)
letter-paragraph: Sir,—I cannot for the life of me conceive why such an excellent paper as THE DOMINION should reprint and circulate such a "rhapsody of nonsense" as the article by Canon Holland taken from the "Morning Post." When the whole fabulous religion of Socialism is boiled down it simply means everything for the State and nothing whatever for the people or the individual. No hard-headed practical man in a new country like New Zealand with all the trials and burdens of the day, who has cleared the bush, stocked the land, built the railway roads and bridges, in fact, done all the work, can believe in such rubbish. (599, 139, 841, 255)
newspaper-running-head: THE DOMINION, SATURDAY, JANUARY 7, 1911. (499, 16, 1443, 54)
shipping-text: APARIMA (due about January 20), sailed on December 2, via Singapore, Samarang, and Auckland. (1382, 836, 1617, 854)
shipping-text: The senior children attending the Belvedere School, together with their parents, and friends, and the headmaster of the school, were given an outing to the Waiohine River Gorge on Wednesday, and spent a very pleasant time. (1382, 1808, 1617, 1845)
